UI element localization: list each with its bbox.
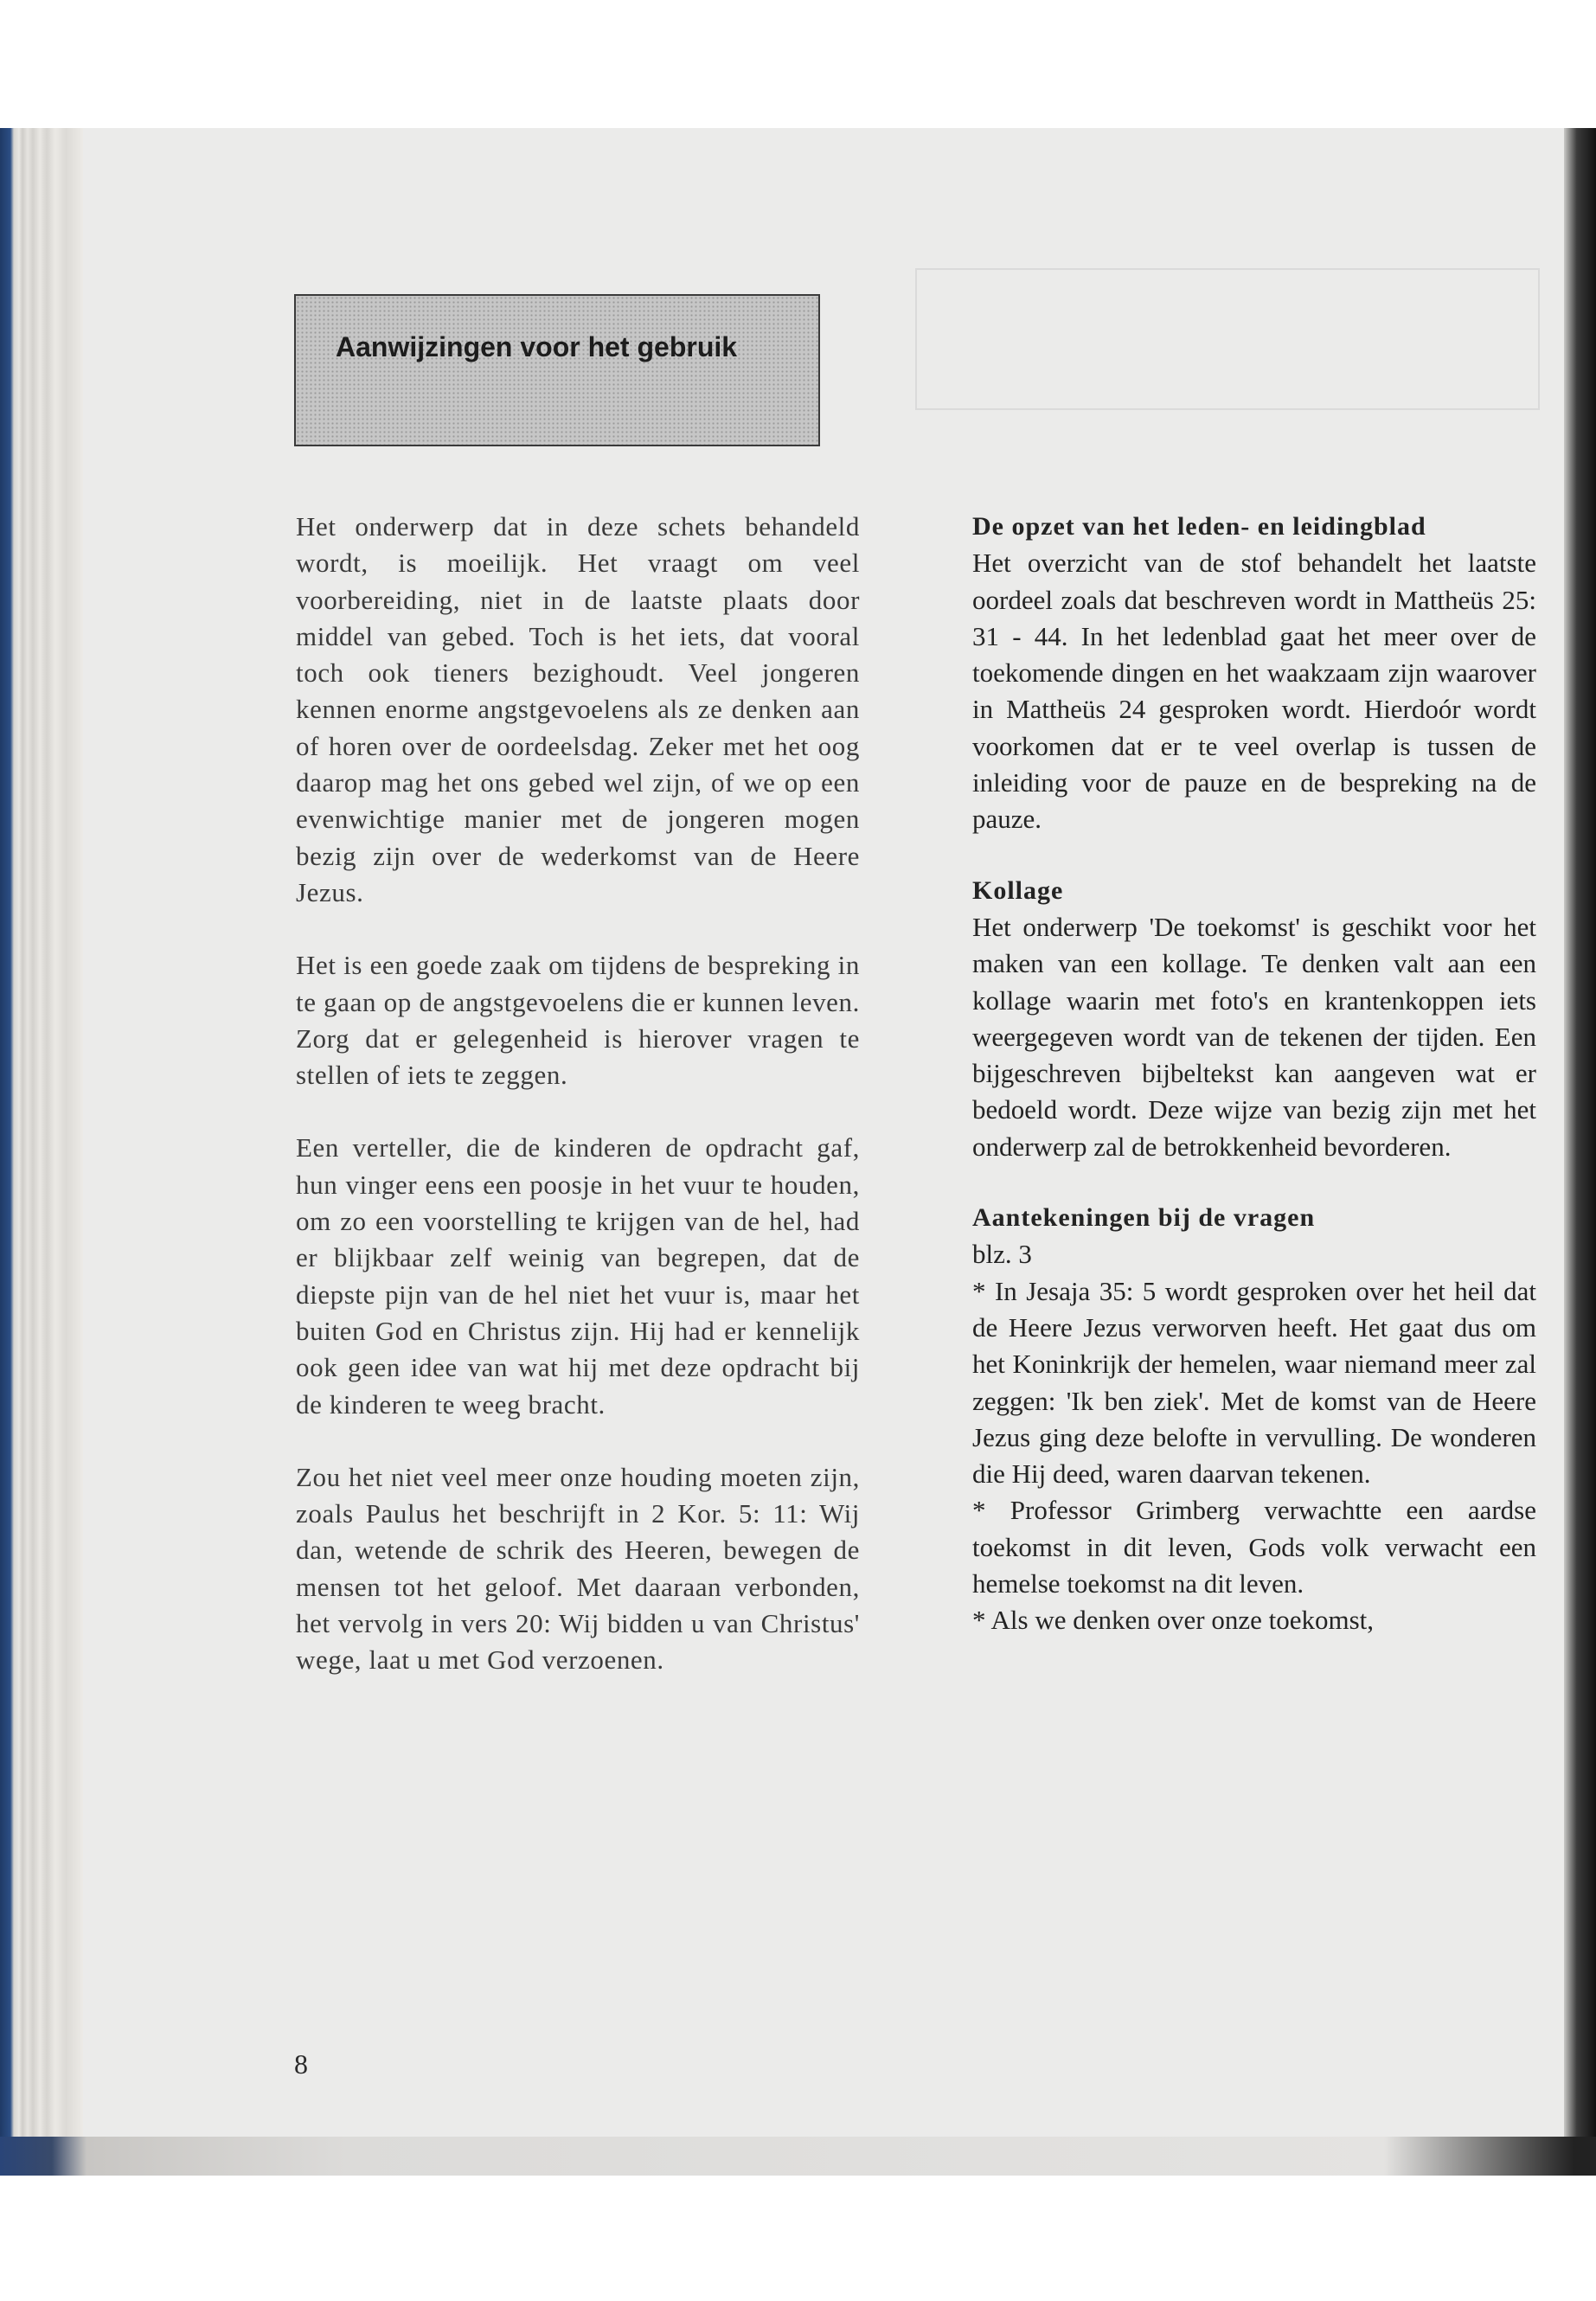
left-column: [296, 509, 860, 1715]
scan-bottom-margin: [0, 2176, 1596, 2301]
heading-box: [294, 294, 820, 446]
section-aantekeningen: [972, 1200, 1536, 1639]
note-item: * Als we denken over onze toekomst,: [972, 1605, 1375, 1636]
paragraph: Zou het niet veel meer onze houding moeten zijn, zoals Paulus het beschrijft in 2 Kor. 5: 11: Wij dan, wetende de schrik des Heeren, bewegen de mensen tot het geloof. Met daaraan verbonden, het vervolg in vers 20: Wij bidden u van Christus' wege, laat u met God verzoenen.: [296, 1461, 860, 1676]
section-body: Het onderwerp 'De toekomst' is geschikt voor het maken van een kollage. Te denken valt aan een kollage waarin met foto's en krantenkoppen iets weergegeven wordt van de tekenen der tijden. Een bijgeschreven bijbeltekst kan aangeven wat er bedoeld wordt. Deze wijze van bezig zijn met het onderwerp zal de betrokkenheid bevorderen.: [972, 911, 1536, 1162]
paragraph: Het onderwerp dat in deze schets behandeld wordt, is moeilijk. Het vraagt om veel voorbereiding, niet in de laatste plaats door middel van gebed. Toch is het iets, dat vooral toch ook tieners bezighoudt. Veel jongeren kennen enorme angstgevoelens als ze denken aan of horen over de oordeelsdag. Zeker met het oog daarop mag het ons gebed wel zijn, of we op een evenwichtige manier met de jongeren mogen bezig zijn over de wederkomst van de Heere Jezus.: [296, 511, 860, 907]
section-title: Aantekeningen bij de vragen: [972, 1203, 1316, 1233]
note-item: * In Jesaja 35: 5 wordt gesproken over het heil dat de Heere Jezus verworven heeft. Het gaat dus om het Koninkrijk der hemelen, waar niemand meer zal zeggen: 'Ik ben ziek'. Met de komst van de Heere Jezus ging deze belofte in vervulling. De wonderen die Hij deed, waren daarvan tekenen.: [972, 1275, 1536, 1490]
page-number: 8: [294, 2048, 308, 2080]
note-item: * Professor Grimberg verwachtte een aardse toekomst in dit leven, Gods volk verwacht een hemelse toekomst na dit leven.: [972, 1495, 1536, 1599]
section-title: De opzet van het leden- en leidingblad: [972, 512, 1426, 541]
book-bottom-edge: [0, 2137, 1596, 2176]
page-gutter-shadow: [1564, 128, 1596, 2176]
section-opzet: [972, 509, 1536, 838]
scan-top-margin: [0, 0, 1596, 128]
bleed-through-box: [915, 268, 1540, 410]
page-heading: Aanwijzingen voor het gebruik: [336, 331, 738, 362]
right-column: [972, 509, 1536, 1674]
section-title: Kollage: [972, 875, 1064, 905]
section-body: Het overzicht van de stof behandelt het laatste oordeel zoals dat beschreven wordt in Mattheüs 25: 31 - 44. In het ledenblad gaat het meer over de toekomende dingen en het waakzaam zijn waarover in Mattheüs 24 gesproken wordt. Hierdoór wordt voorkomen dat er te veel overlap is tussen de inleiding voor de pauze en de bespreking na de pauze.: [972, 548, 1536, 835]
paragraph: Het is een goede zaak om tijdens de bespreking in te gaan op de angstgevoelens die er kunnen leven. Zorg dat er gelegenheid is hierover vragen te stellen of iets te zeggen.: [296, 950, 860, 1091]
page-reference: blz. 3: [972, 1239, 1032, 1270]
section-kollage: [972, 873, 1536, 1165]
book-page-edges: [0, 128, 83, 2176]
paragraph: Een verteller, die de kinderen de opdracht gaf, hun vinger eens een poosje in het vuur te houden, om zo een voorstelling te krijgen van de hel, had er blijkbaar zelf weinig van begrepen, dat de diepste pijn van de hel niet het vuur is, maar het buiten God en Christus zijn. Hij had er kennelijk ook geen idee van wat hij met deze opdracht bij de kinderen te weeg bracht.: [296, 1132, 860, 1420]
